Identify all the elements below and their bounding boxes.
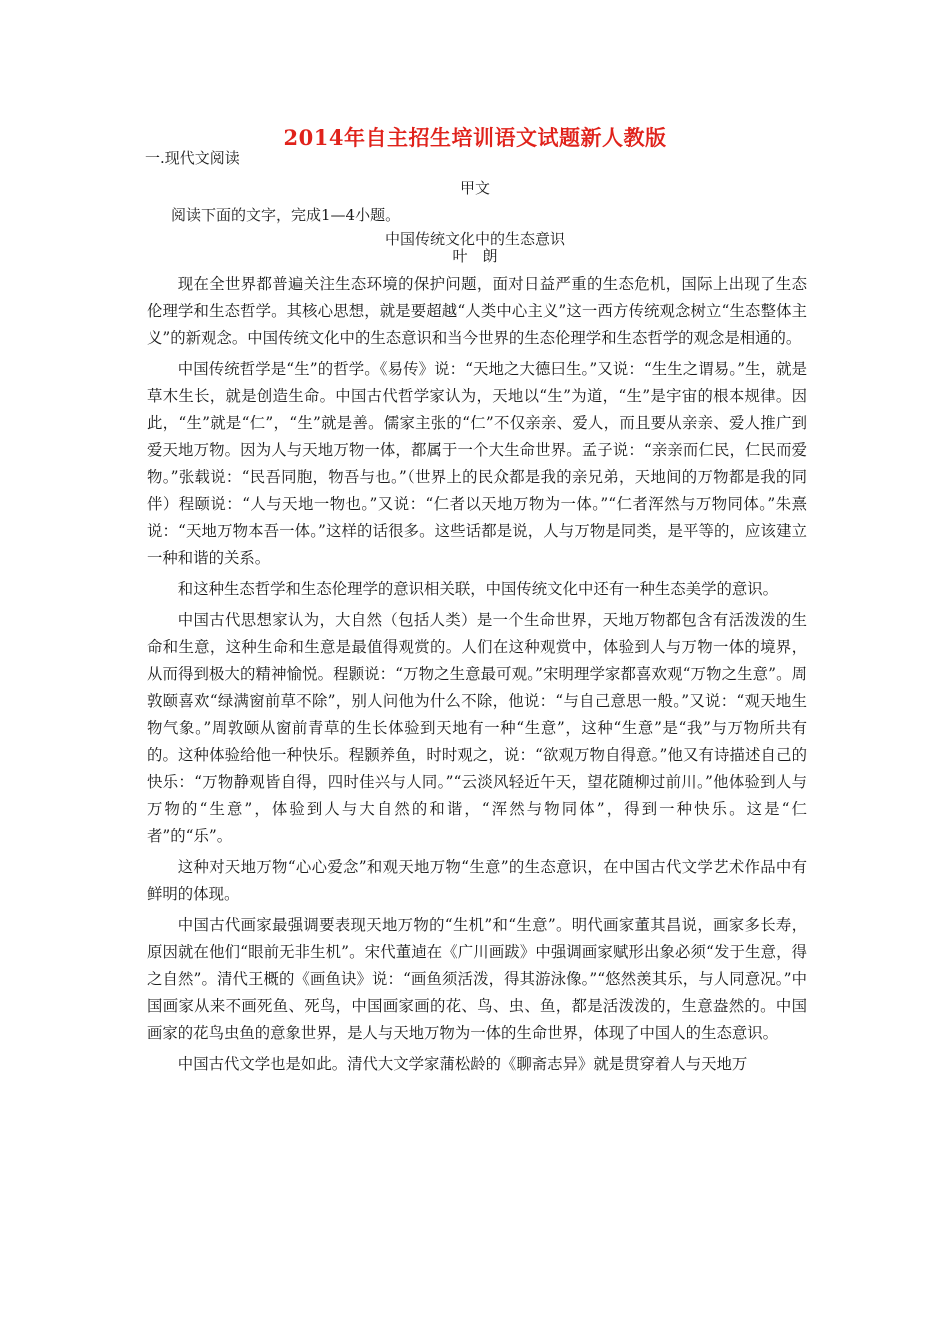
paragraph: 中国古代文学也是如此。清代大文学家蒲松龄的《聊斋志异》就是贯穿着人与天地万: [177, 1055, 748, 1073]
paragraph: 中国古代思想家认为，大自然（包括人类）是一个生命世界，天地万物都包含有活泼泼的生命和生意，这种生命和生意是最值得观赏的。人们在这种观赏中，体验到人与万物一体的境界，从而得到极大的精神愉悦。程颢说：“万物之生意最可观。”宋明理学家都喜欢观“万物之生意”。周敦颐喜欢“绿满窗前草不除”，别人问他为什么不除，他说：“与自己意思一般。”又说：“观天地生物气象。”周敦颐从窗前青草的生长体验到天地有一种“生意”，这种“生意”是“我”与万物所共有的。这种体验给他一种快乐。程颢养鱼，时时观之，说：“欲观万物自得意。”他又有诗描述自己的快乐：“万物静观皆自得，四时佳兴与人同。”“云淡风轻近午天，望花随柳过前川。”他体验到人与万物的“生意”，体验到人与大自然的和谐，“浑然与物同体”，得到一种快乐。这是“仁者”的“乐”。: [147, 611, 807, 845]
article-body: [147, 271, 807, 1082]
paragraph: 现在全世界都普遍关注生态环境的保护问题，面对日益严重的生态危机，国际上出现了生态伦理学和生态哲学。其核心思想，就是要超越“人类中心主义”这一西方传统观念树立“生态整体主义”的新观念。中国传统文化中的生态意识和当今世界的生态伦理学和生态哲学的观念是相通的。: [147, 275, 807, 347]
article-author: 叶 朗: [452, 247, 498, 265]
passage-label: 甲文: [459, 179, 490, 197]
paragraph: 中国古代画家最强调要表现天地万物的“生机”和“生意”。明代画家董其昌说，画家多长寿，原因就在他们“眼前无非生机”。宋代董逌在《广川画跋》中强调画家赋形出象必须“发于生意，得之自然”。清代王概的《画鱼诀》说：“画鱼须活泼，得其游泳像。”“悠然羡其乐，与人同意况。”中国画家从来不画死鱼、死鸟，中国画家画的花、鸟、虫、鱼，都是活泼泼的，生意盎然的。中国画家的花鸟虫鱼的意象世界，是人与天地万物为一体的生命世界，体现了中国人的生态意识。: [147, 916, 807, 1042]
paragraph: 这种对天地万物“心心爱念”和观天地万物“生意”的生态意识，在中国古代文学艺术作品中有鲜明的体现。: [147, 858, 807, 903]
article-title: 中国传统文化中的生态意识: [384, 230, 565, 248]
paragraph: 中国传统哲学是“生”的哲学。《易传》说：“天地之大德曰生。”又说：“生生之谓易。”生，就是草木生长，就是创造生命。中国古代哲学家认为，天地以“生”为道，“生”是宇宙的根本规律。因此，“生”就是“仁”，“生”就是善。儒家主张的“仁”不仅亲亲、爱人，而且要从亲亲、爱人推广到爱天地万物。因为人与天地万物一体，都属于一个大生命世界。孟子说：“亲亲而仁民，仁民而爱物。”张载说：“民吾同胞，物吾与也。”（世界上的民众都是我的亲兄弟，天地间的万物都是我的同伴）程颐说：“人与天地一物也。”又说：“仁者以天地万物为一体。”“仁者浑然与万物同体。”朱熹说：“天地万物本吾一体。”这样的话很多。这些话都是说，人与万物是同类，是平等的，应该建立一种和谐的关系。: [147, 360, 807, 567]
paragraph: 和这种生态哲学和生态伦理学的意识相关联，中国传统文化中还有一种生态美学的意识。: [177, 580, 779, 598]
instruction-text: 阅读下面的文字，完成1—4小题。: [171, 206, 401, 224]
document-title: 2014年自主招生培训语文试题新人教版: [283, 125, 667, 150]
section-heading: 一.现代文阅读: [145, 149, 240, 167]
